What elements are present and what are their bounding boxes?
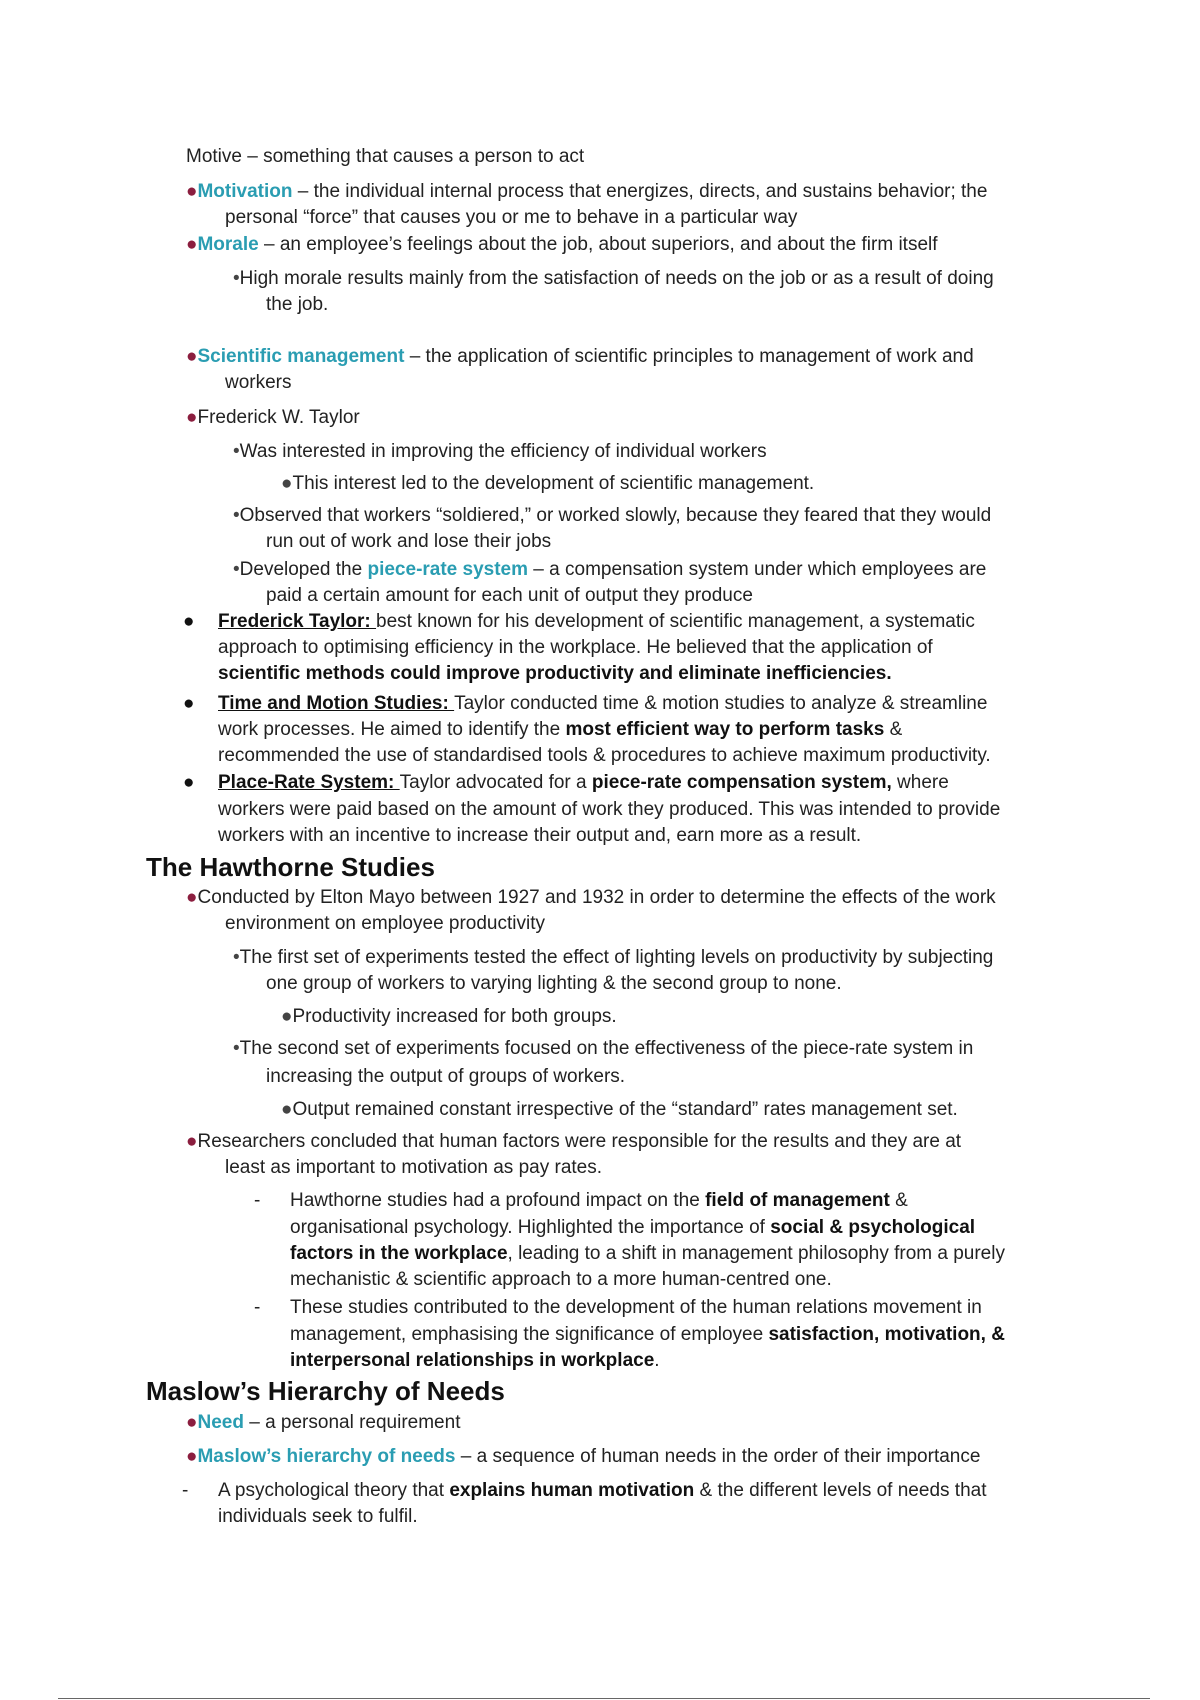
hawthorne-contribution-line-3: interpersonal relationships in workplace. (290, 1350, 660, 1371)
hawthorne-sub-1: •The first set of experiments tested the effect of lighting levels on productivity by subjecting (233, 947, 994, 968)
hawthorne-contribution-line-1: These studies contributed to the development of the human relations movement in (290, 1297, 982, 1318)
morale-sub-line: •High morale results mainly from the satisfaction of needs on the job or as a result of doing (233, 268, 994, 289)
bullet-dot: ● (183, 693, 195, 714)
sub-sub-bullet: ● (281, 473, 293, 494)
sub-bullet: • (233, 441, 240, 462)
bullet-dot: ● (183, 611, 195, 632)
scientific-management-term: Scientific management (197, 346, 405, 367)
motivation-line-2: personal “force” that causes you or me to behave in a particular way (225, 207, 798, 228)
bullet-dot: ● (186, 407, 198, 428)
morale-line: ●Morale – an employee’s feelings about the job, about superiors, and about the firm itself (186, 234, 938, 255)
hawthorne-sub-1a: ●Productivity increased for both groups. (281, 1006, 617, 1027)
bullet-dot: ● (186, 1412, 198, 1433)
hawthorne-line-1: ●Conducted by Elton Mayo between 1927 and 1932 in order to determine the effects of the work (186, 887, 996, 908)
hawthorne-sub-2a: ●Output remained constant irrespective of the “standard” rates management set. (281, 1099, 958, 1120)
bullet-dot: ● (183, 772, 195, 793)
taylor-sub-1: •Was interested in improving the efficiency of individual workers (233, 441, 767, 462)
dash-bullet: - (182, 1480, 189, 1501)
time-motion-bullet-line-3: recommended the use of standardised tools & procedures to achieve maximum productivity. (218, 745, 991, 766)
taylor-sub-3: •Developed the piece-rate system – a compensation system under which employees are (233, 559, 987, 580)
maslow-hierarchy-term: Maslow’s hierarchy of needs (197, 1446, 456, 1467)
hawthorne-sub-2b: increasing the output of groups of workers. (266, 1066, 626, 1087)
taylor-sub-3-line-2: paid a certain amount for each unit of output they produce (266, 585, 753, 606)
motivation-line: ●Motivation – the individual internal process that energizes, directs, and sustains behavior; the (186, 181, 988, 202)
morale-sub-line-2: the job. (266, 294, 329, 315)
hawthorne-heading: The Hawthorne Studies (146, 852, 435, 882)
bullet-dot: ● (186, 346, 198, 367)
sub-sub-bullet: ● (281, 1006, 293, 1027)
sub-bullet: • (233, 947, 240, 968)
frederick-taylor-bullet: Frederick Taylor: best known for his development of scientific management, a systematic (218, 611, 975, 632)
taylor-sub-2: •Observed that workers “soldiered,” or worked slowly, because they feared that they would (233, 505, 992, 526)
sub-bullet: • (233, 1038, 240, 1059)
bullet-dot: ● (186, 181, 198, 202)
frederick-taylor-bullet-line-3: scientific methods could improve productivity and eliminate inefficiencies. (218, 663, 892, 684)
hawthorne-impact-line-2: organisational psychology. Highlighted the importance of social & psychological (290, 1217, 976, 1238)
place-rate-bullet: Place-Rate System: Taylor advocated for a piece-rate compensation system, where (218, 772, 949, 793)
taylor-sub-1a: ●This interest led to the development of scientific management. (281, 473, 815, 494)
time-motion-label: Time and Motion Studies: (218, 693, 455, 714)
need-term: Need (197, 1412, 244, 1433)
hawthorne-line-2b: least as important to motivation as pay rates. (225, 1157, 603, 1178)
bullet-dot: ● (186, 887, 198, 908)
frederick-taylor-bullet-line-2: approach to optimising efficiency in the workplace. He believed that the application of (218, 637, 933, 658)
place-rate-label: Place-Rate System: (218, 772, 400, 793)
maslow-heading: Maslow’s Hierarchy of Needs (146, 1376, 505, 1406)
sub-sub-bullet: ● (281, 1099, 293, 1120)
time-motion-bullet: Time and Motion Studies: Taylor conducted time & motion studies to analyze & streamline (218, 693, 988, 714)
sub-bullet: • (233, 559, 240, 580)
maslow-hierarchy-line: ●Maslow’s hierarchy of needs – a sequence of human needs in the order of their importance (186, 1446, 981, 1467)
piece-rate-term: piece-rate system (367, 559, 529, 580)
scientific-management-line-2: workers (225, 372, 292, 393)
bullet-dot: ● (186, 234, 198, 255)
time-motion-bullet-line-2: work processes. He aimed to identify the most efficient way to perform tasks & (218, 719, 903, 740)
bullet-dot: ● (186, 1446, 198, 1467)
place-rate-bullet-line-2: workers were paid based on the amount of work they produced. This was intended to provide (218, 799, 1001, 820)
hawthorne-contribution-line-2: management, emphasising the significance of employee satisfaction, motivation, & (290, 1324, 1005, 1345)
hawthorne-impact-line-4: mechanistic & scientific approach to a more human-centred one. (290, 1269, 832, 1290)
need-line: ●Need – a personal requirement (186, 1412, 461, 1433)
footer-rule (58, 1698, 1150, 1699)
dash-bullet: - (254, 1297, 261, 1318)
maslow-theory-line-1: A psychological theory that explains human motivation & the different levels of needs that (218, 1480, 987, 1501)
frederick-taylor-label: Frederick Taylor: (218, 611, 377, 632)
maslow-theory-line-2: individuals seek to fulfil. (218, 1506, 418, 1527)
scientific-management-line: ●Scientific management – the application of scientific principles to management of work and (186, 346, 974, 367)
taylor-sub-2-line-2: run out of work and lose their jobs (266, 531, 552, 552)
bullet-dot: ● (186, 1131, 198, 1152)
motive-line: Motive – something that causes a person to act (186, 146, 585, 167)
hawthorne-line-2: ●Researchers concluded that human factors were responsible for the results and they are at (186, 1131, 962, 1152)
place-rate-bullet-line-3: workers with an incentive to increase their output and, earn more as a result. (218, 825, 862, 846)
hawthorne-sub-1b: one group of workers to varying lighting & the second group to none. (266, 973, 842, 994)
sub-bullet: • (233, 505, 240, 526)
hawthorne-sub-2: •The second set of experiments focused on the effectiveness of the piece-rate system in (233, 1038, 974, 1059)
dash-bullet: - (254, 1190, 261, 1211)
hawthorne-impact-line-1: Hawthorne studies had a profound impact on the field of management & (290, 1190, 908, 1211)
motivation-term: Motivation (197, 181, 293, 202)
hawthorne-line-1b: environment on employee productivity (225, 913, 546, 934)
hawthorne-impact-line-3: factors in the workplace, leading to a shift in management philosophy from a purely (290, 1243, 1005, 1264)
sub-bullet: • (233, 268, 240, 289)
taylor-line: ●Frederick W. Taylor (186, 407, 360, 428)
morale-term: Morale (197, 234, 259, 255)
